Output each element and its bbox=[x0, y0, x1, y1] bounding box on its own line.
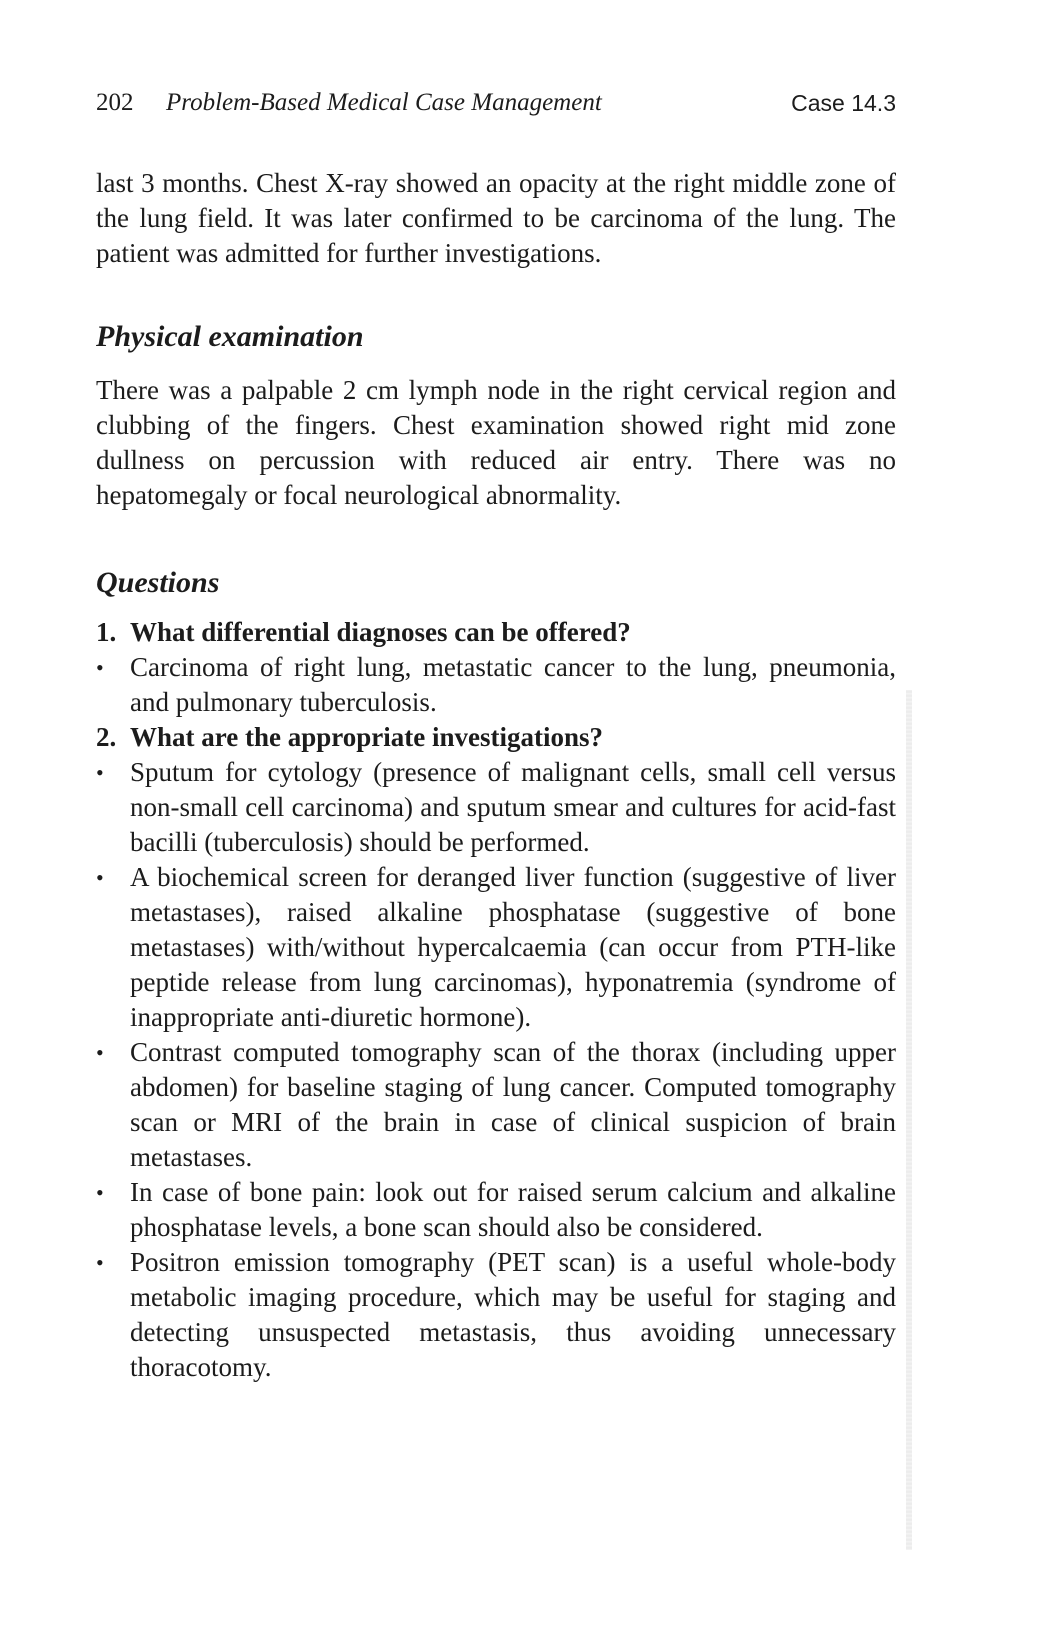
answer-text: Carcinoma of right lung, metastatic cancer to the lung, pneumonia, and pulmonary tuberculosis. bbox=[130, 652, 896, 717]
bullet-icon: • bbox=[96, 760, 104, 785]
intro-paragraph: last 3 months. Chest X-ray showed an opacity at the right middle zone of the lung field. It was later confirmed to be carcinoma of the lung. The patient was admitted for further investigations. bbox=[96, 168, 896, 268]
answer-item bbox=[96, 1175, 896, 1245]
answer-item bbox=[96, 1245, 896, 1385]
page-number: 202 bbox=[96, 89, 134, 116]
answer-text: In case of bone pain: look out for raised serum calcium and alkaline phosphatase levels, a bone scan should also be considered. bbox=[130, 1177, 896, 1242]
physical-examination-text: There was a palpable 2 cm lymph node in the right cervical region and clubbing of the fingers. Chest examination showed right mid zone dullness on percussion with reduced air entry. There was no hepatomegaly or focal neurological abnormality. bbox=[96, 375, 896, 510]
answer-text: A biochemical screen for deranged liver function (suggestive of liver metastases), raised alkaline phosphatase (suggestive of bone metastases) with/without hypercalcaemia (can occur from PTH-like peptide release from lung carcinomas), hyponatremia (syndrome of inappropriate anti-diuretic hormone). bbox=[130, 862, 896, 1032]
bullet-icon: • bbox=[96, 865, 104, 890]
question-number: 2. bbox=[96, 722, 117, 752]
running-header bbox=[96, 86, 896, 120]
scan-shadow bbox=[906, 690, 912, 1550]
question-1 bbox=[96, 615, 896, 650]
answer-text: Sputum for cytology (presence of malignant cells, small cell versus non-small cell carcinoma) and sputum smear and cultures for acid-fast bacilli (tuberculosis) should be performed. bbox=[130, 757, 896, 857]
bullet-icon: • bbox=[96, 655, 104, 680]
bullet-icon: • bbox=[96, 1250, 104, 1275]
case-label: Case 14.3 bbox=[791, 90, 896, 116]
physical-examination-heading: Physical examination bbox=[96, 320, 364, 353]
bullet-icon: • bbox=[96, 1040, 104, 1065]
question-text: What are the appropriate investigations? bbox=[130, 722, 604, 752]
page-body bbox=[96, 166, 896, 1385]
questions-heading: Questions bbox=[96, 566, 220, 599]
question-text: What differential diagnoses can be offered? bbox=[130, 617, 631, 647]
answer-text: Positron emission tomography (PET scan) is a useful whole-body metabolic imaging procedure, which may be useful for staging and detecting unsuspected metastasis, thus avoiding unnecessary thoracotomy. bbox=[130, 1247, 896, 1382]
answer-item bbox=[96, 1035, 896, 1175]
answer-item bbox=[96, 650, 896, 720]
answer-item bbox=[96, 755, 896, 860]
answer-item bbox=[96, 860, 896, 1035]
bullet-icon: • bbox=[96, 1180, 104, 1205]
question-2 bbox=[96, 720, 896, 755]
book-title: Problem-Based Medical Case Management bbox=[166, 89, 602, 116]
answer-text: Contrast computed tomography scan of the thorax (including upper abdomen) for baseline staging of lung cancer. Computed tomography scan or MRI of the brain in case of clinical suspicion of brain metastases. bbox=[130, 1037, 896, 1172]
question-number: 1. bbox=[96, 617, 117, 647]
